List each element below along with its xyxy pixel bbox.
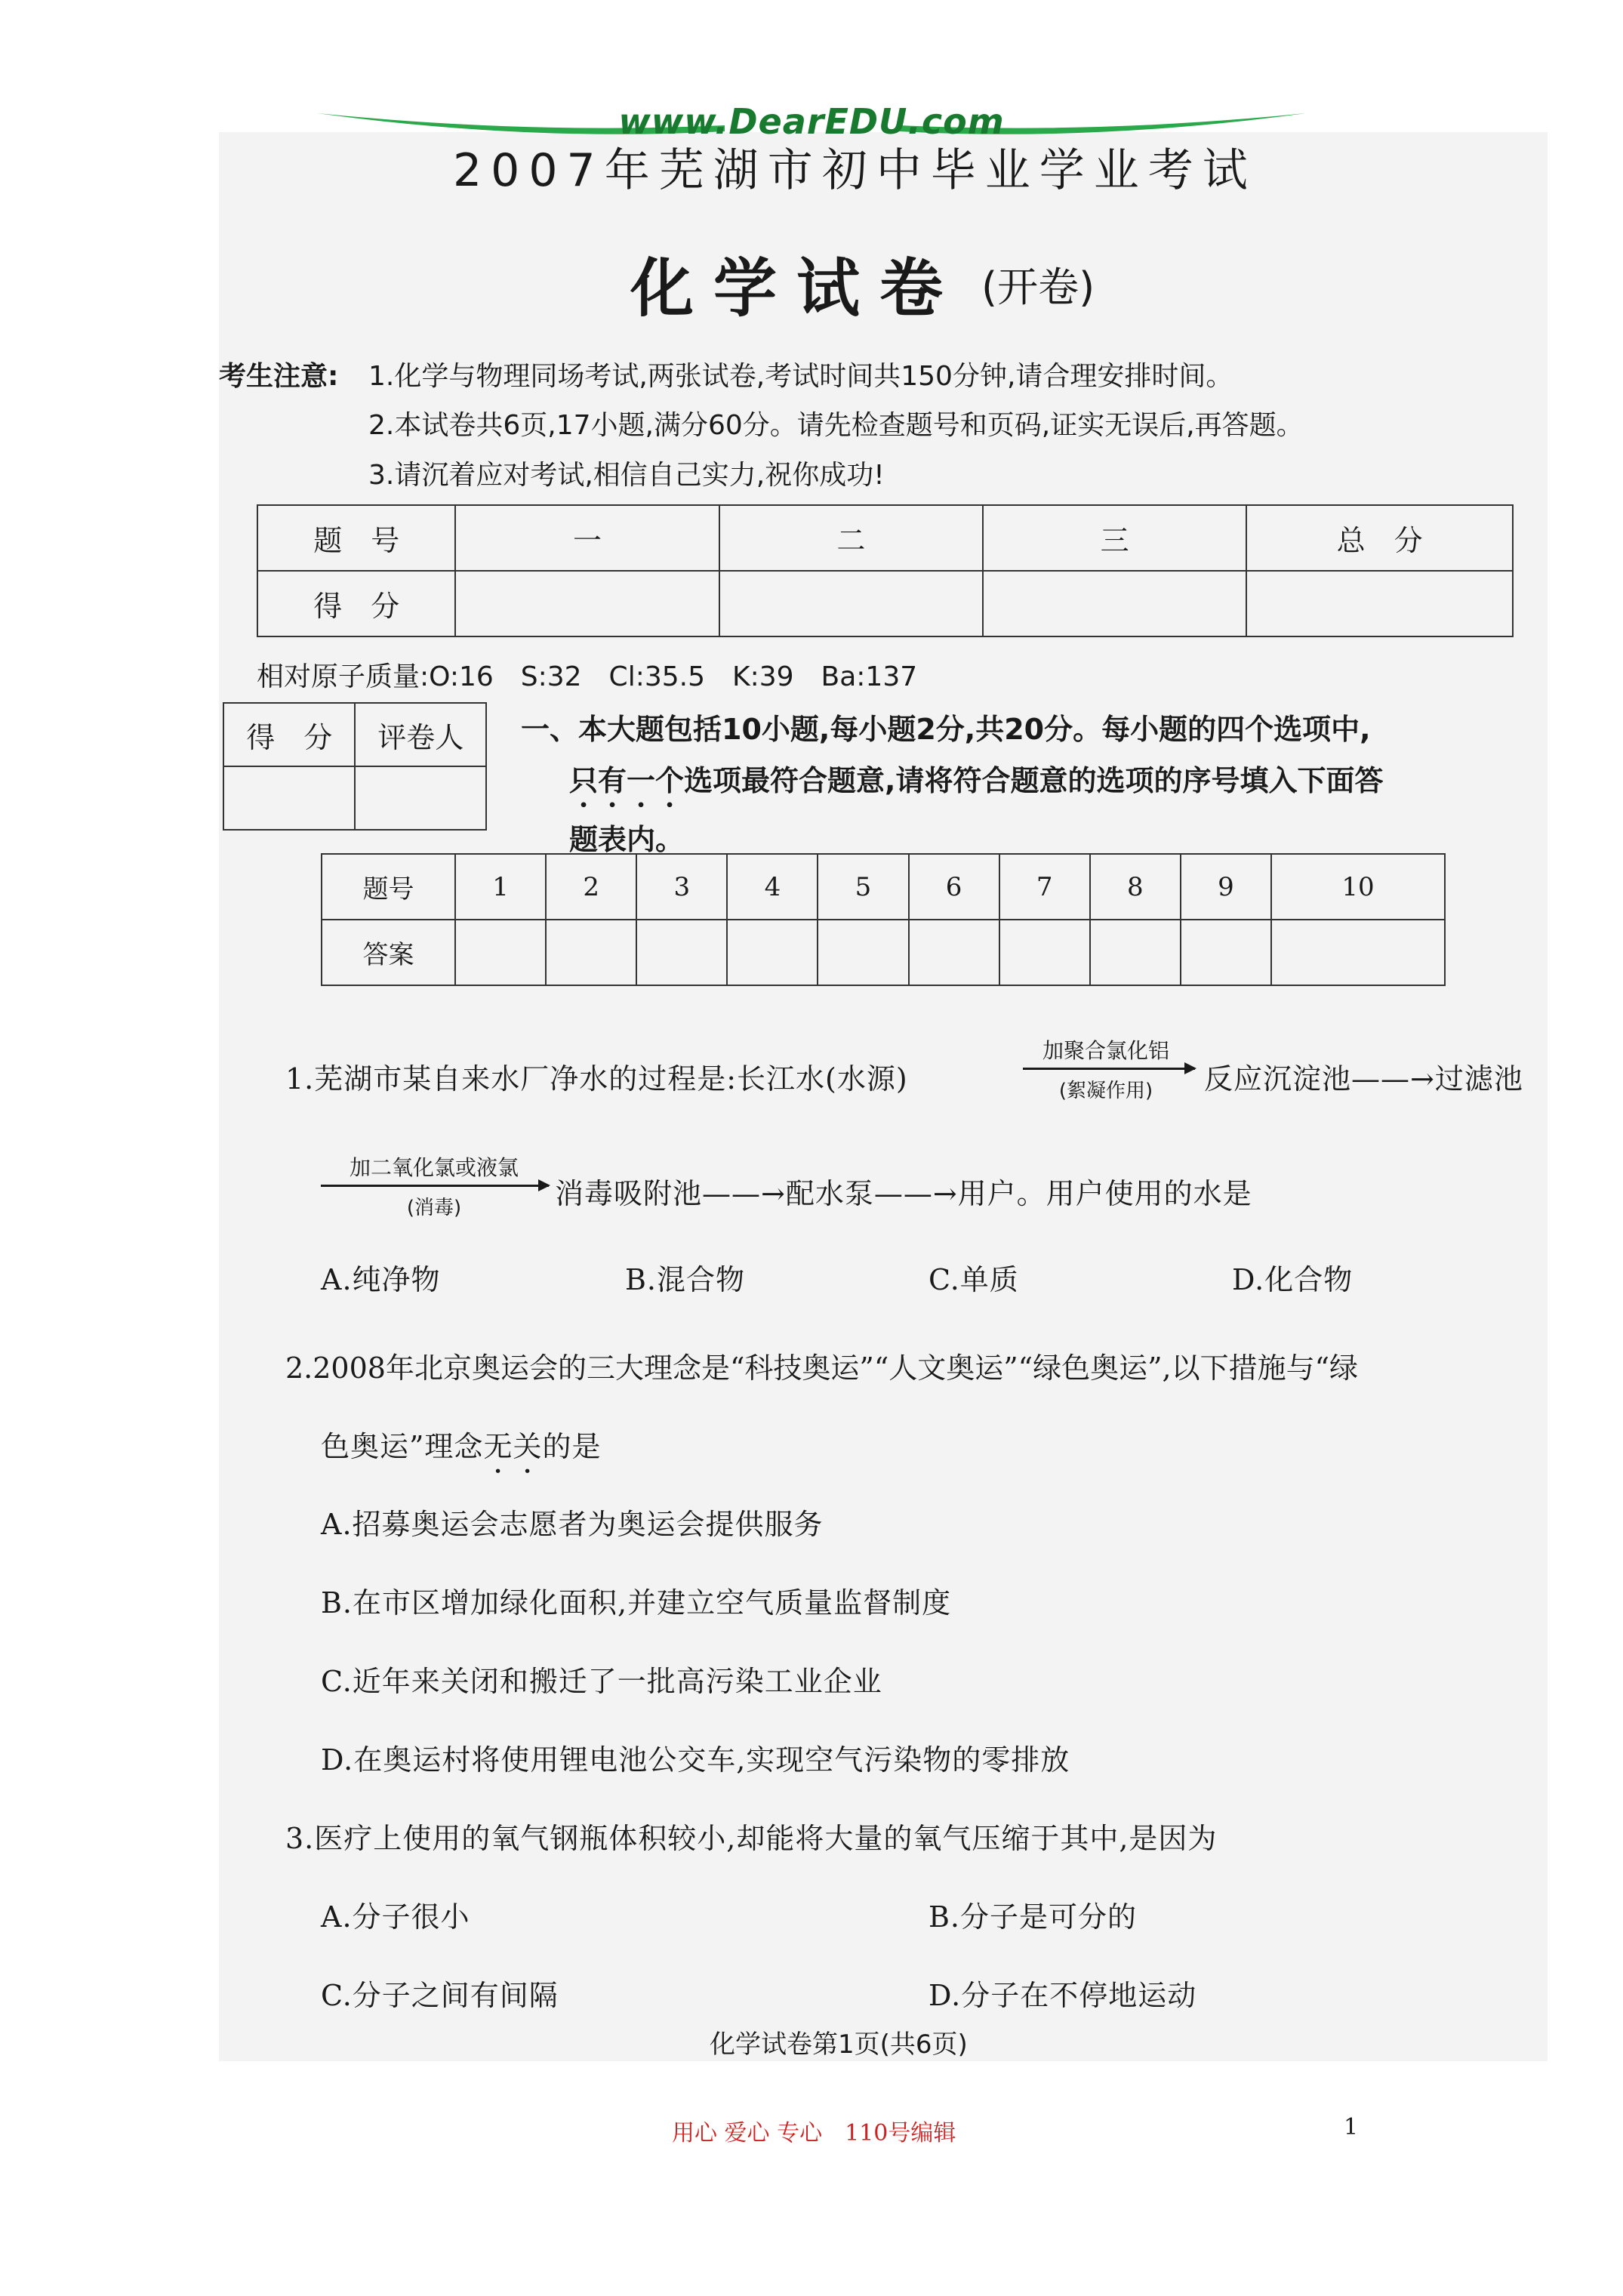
answer-number-cell: 1 bbox=[455, 854, 546, 920]
q1-arrow-1 bbox=[1023, 1068, 1195, 1070]
answer-header-label: 题号 bbox=[322, 854, 455, 920]
q2-line-2: 色奥运”理念无关的是 bbox=[321, 1430, 602, 1463]
answer-number-cell: 8 bbox=[1090, 854, 1181, 920]
answer-number-cell: 2 bbox=[546, 854, 636, 920]
exam-subtitle-note: (开卷) bbox=[981, 264, 1095, 311]
answer-number-cell: 4 bbox=[727, 854, 818, 920]
answer-cell bbox=[909, 920, 999, 985]
grader-score-label: 得 分 bbox=[223, 703, 355, 766]
answer-cell bbox=[999, 920, 1090, 985]
score-table bbox=[257, 504, 1514, 637]
answer-cell bbox=[1271, 920, 1445, 985]
notice-label: 考生注意: bbox=[219, 361, 339, 392]
answer-table bbox=[321, 853, 1446, 986]
score-header-cell: 一 bbox=[455, 505, 719, 571]
q1-arrow-2-top: 加二氧化氯或液氯 bbox=[349, 1155, 519, 1180]
score-cell bbox=[455, 571, 719, 636]
section-1-line-3: 题表内。 bbox=[569, 823, 685, 856]
answer-number-cell: 9 bbox=[1181, 854, 1271, 920]
q1-line-2: 消毒吸附池——→配水泵——→用户。用户使用的水是 bbox=[555, 1177, 1252, 1210]
answer-number-cell: 7 bbox=[999, 854, 1090, 920]
q1-arrow-1-bottom: (絮凝作用) bbox=[1058, 1080, 1153, 1102]
score-header-cell: 二 bbox=[719, 505, 983, 571]
grader-name-label: 评卷人 bbox=[355, 703, 486, 766]
answer-number-cell: 3 bbox=[636, 854, 727, 920]
score-header-cell: 总 分 bbox=[1246, 505, 1513, 571]
q2-option-c: C.近年来关闭和搬迁了一批高污染工业企业 bbox=[321, 1665, 882, 1698]
q1-arrow-2 bbox=[321, 1185, 549, 1187]
q1-arrow-2-bottom: (消毒) bbox=[406, 1197, 462, 1219]
answer-table-number-row bbox=[322, 854, 1445, 920]
score-row-label: 得 分 bbox=[257, 571, 455, 636]
q1-option-c: C.单质 bbox=[929, 1263, 1019, 1296]
grader-table bbox=[223, 702, 487, 831]
grader-score-cell bbox=[223, 766, 355, 830]
q2-option-a: A.招募奥运会志愿者为奥运会提供服务 bbox=[321, 1508, 824, 1541]
exam-title: 2007年芜湖市初中毕业学业考试 bbox=[453, 144, 1257, 197]
q3-option-a: A.分子很小 bbox=[321, 1900, 470, 1934]
section-1-line-2-rest: 选项最符合题意,请将符合题意的选项的序号填入下面答 bbox=[684, 764, 1384, 797]
section-1-line-1: 一、本大题包括10小题,每小题2分,共20分。每小题的四个选项中, bbox=[521, 713, 1371, 746]
score-header-cell: 题 号 bbox=[257, 505, 455, 571]
section-1-emphasis: 只有一个 bbox=[569, 764, 685, 797]
q1-arrow-1-top: 加聚合氯化铝 bbox=[1042, 1038, 1169, 1063]
q3-option-d: D.分子在不停地运动 bbox=[929, 1979, 1197, 2012]
answer-cell bbox=[1181, 920, 1271, 985]
answer-cell bbox=[727, 920, 818, 985]
editor-note: 用心 爱心 专心 110号编辑 bbox=[672, 2120, 956, 2147]
q2-option-b: B.在市区增加绿化面积,并建立空气质量监督制度 bbox=[321, 1586, 952, 1620]
answer-number-cell: 6 bbox=[909, 854, 999, 920]
answer-row-label: 答案 bbox=[322, 920, 455, 985]
q3-line-1: 3.医疗上使用的氧气钢瓶体积较小,却能将大量的氧气压缩于其中,是因为 bbox=[285, 1822, 1218, 1855]
section-1-line-2 bbox=[521, 755, 1532, 814]
score-cell bbox=[1246, 571, 1513, 636]
notice-item-1: 1.化学与物理同场考试,两张试卷,考试时间共150分钟,请合理安排时间。 bbox=[368, 361, 1233, 392]
q1-line-1-post: 反应沉淀池——→过滤池 bbox=[1204, 1062, 1523, 1096]
answer-cell bbox=[546, 920, 636, 985]
q2-emphasis: 无关 bbox=[483, 1430, 543, 1463]
page-number: 1 bbox=[1344, 2114, 1359, 2140]
q1-option-b: B.混合物 bbox=[625, 1263, 746, 1296]
answer-number-cell: 10 bbox=[1271, 854, 1445, 920]
section-1-instructions bbox=[521, 704, 1532, 865]
answer-cell bbox=[818, 920, 908, 985]
answer-table-answer-row bbox=[322, 920, 1445, 985]
score-cell bbox=[719, 571, 983, 636]
score-cell bbox=[983, 571, 1246, 636]
q2-line-1: 2.2008年北京奥运会的三大理念是“科技奥运”“人文奥运”“绿色奥运”,以下措施与“绿 bbox=[285, 1351, 1359, 1385]
site-banner-text[interactable]: www.DearEDU.com bbox=[618, 101, 1005, 142]
answer-cell bbox=[455, 920, 546, 985]
answer-cell bbox=[636, 920, 727, 985]
answer-number-cell: 5 bbox=[818, 854, 908, 920]
notice-item-3: 3.请沉着应对考试,相信自己实力,祝你成功! bbox=[368, 460, 885, 491]
q2-option-d: D.在奥运村将使用锂电池公交车,实现空气污染物的零排放 bbox=[321, 1743, 1070, 1777]
score-table-header-row bbox=[257, 505, 1513, 571]
score-header-cell: 三 bbox=[983, 505, 1246, 571]
exam-page-footer: 化学试卷第1页(共6页) bbox=[710, 2029, 968, 2060]
exam-subtitle: 化学试卷 bbox=[630, 251, 963, 325]
grader-name-cell bbox=[355, 766, 486, 830]
q3-option-b: B.分子是可分的 bbox=[929, 1900, 1138, 1934]
q1-option-d: D.化合物 bbox=[1232, 1263, 1354, 1296]
q1-option-a: A.纯净物 bbox=[321, 1263, 441, 1296]
q3-option-c: C.分子之间有间隔 bbox=[321, 1979, 559, 2012]
atomic-mass-line: 相对原子质量:O:16 S:32 Cl:35.5 K:39 Ba:137 bbox=[257, 661, 918, 692]
score-table-score-row bbox=[257, 571, 1513, 636]
q1-line-1-pre: 1.芜湖市某自来水厂净水的过程是:长江水(水源) bbox=[285, 1062, 908, 1096]
answer-cell bbox=[1090, 920, 1181, 985]
notice-item-2: 2.本试卷共6页,17小题,满分60分。请先检查题号和页码,证实无误后,再答题。 bbox=[368, 410, 1304, 441]
